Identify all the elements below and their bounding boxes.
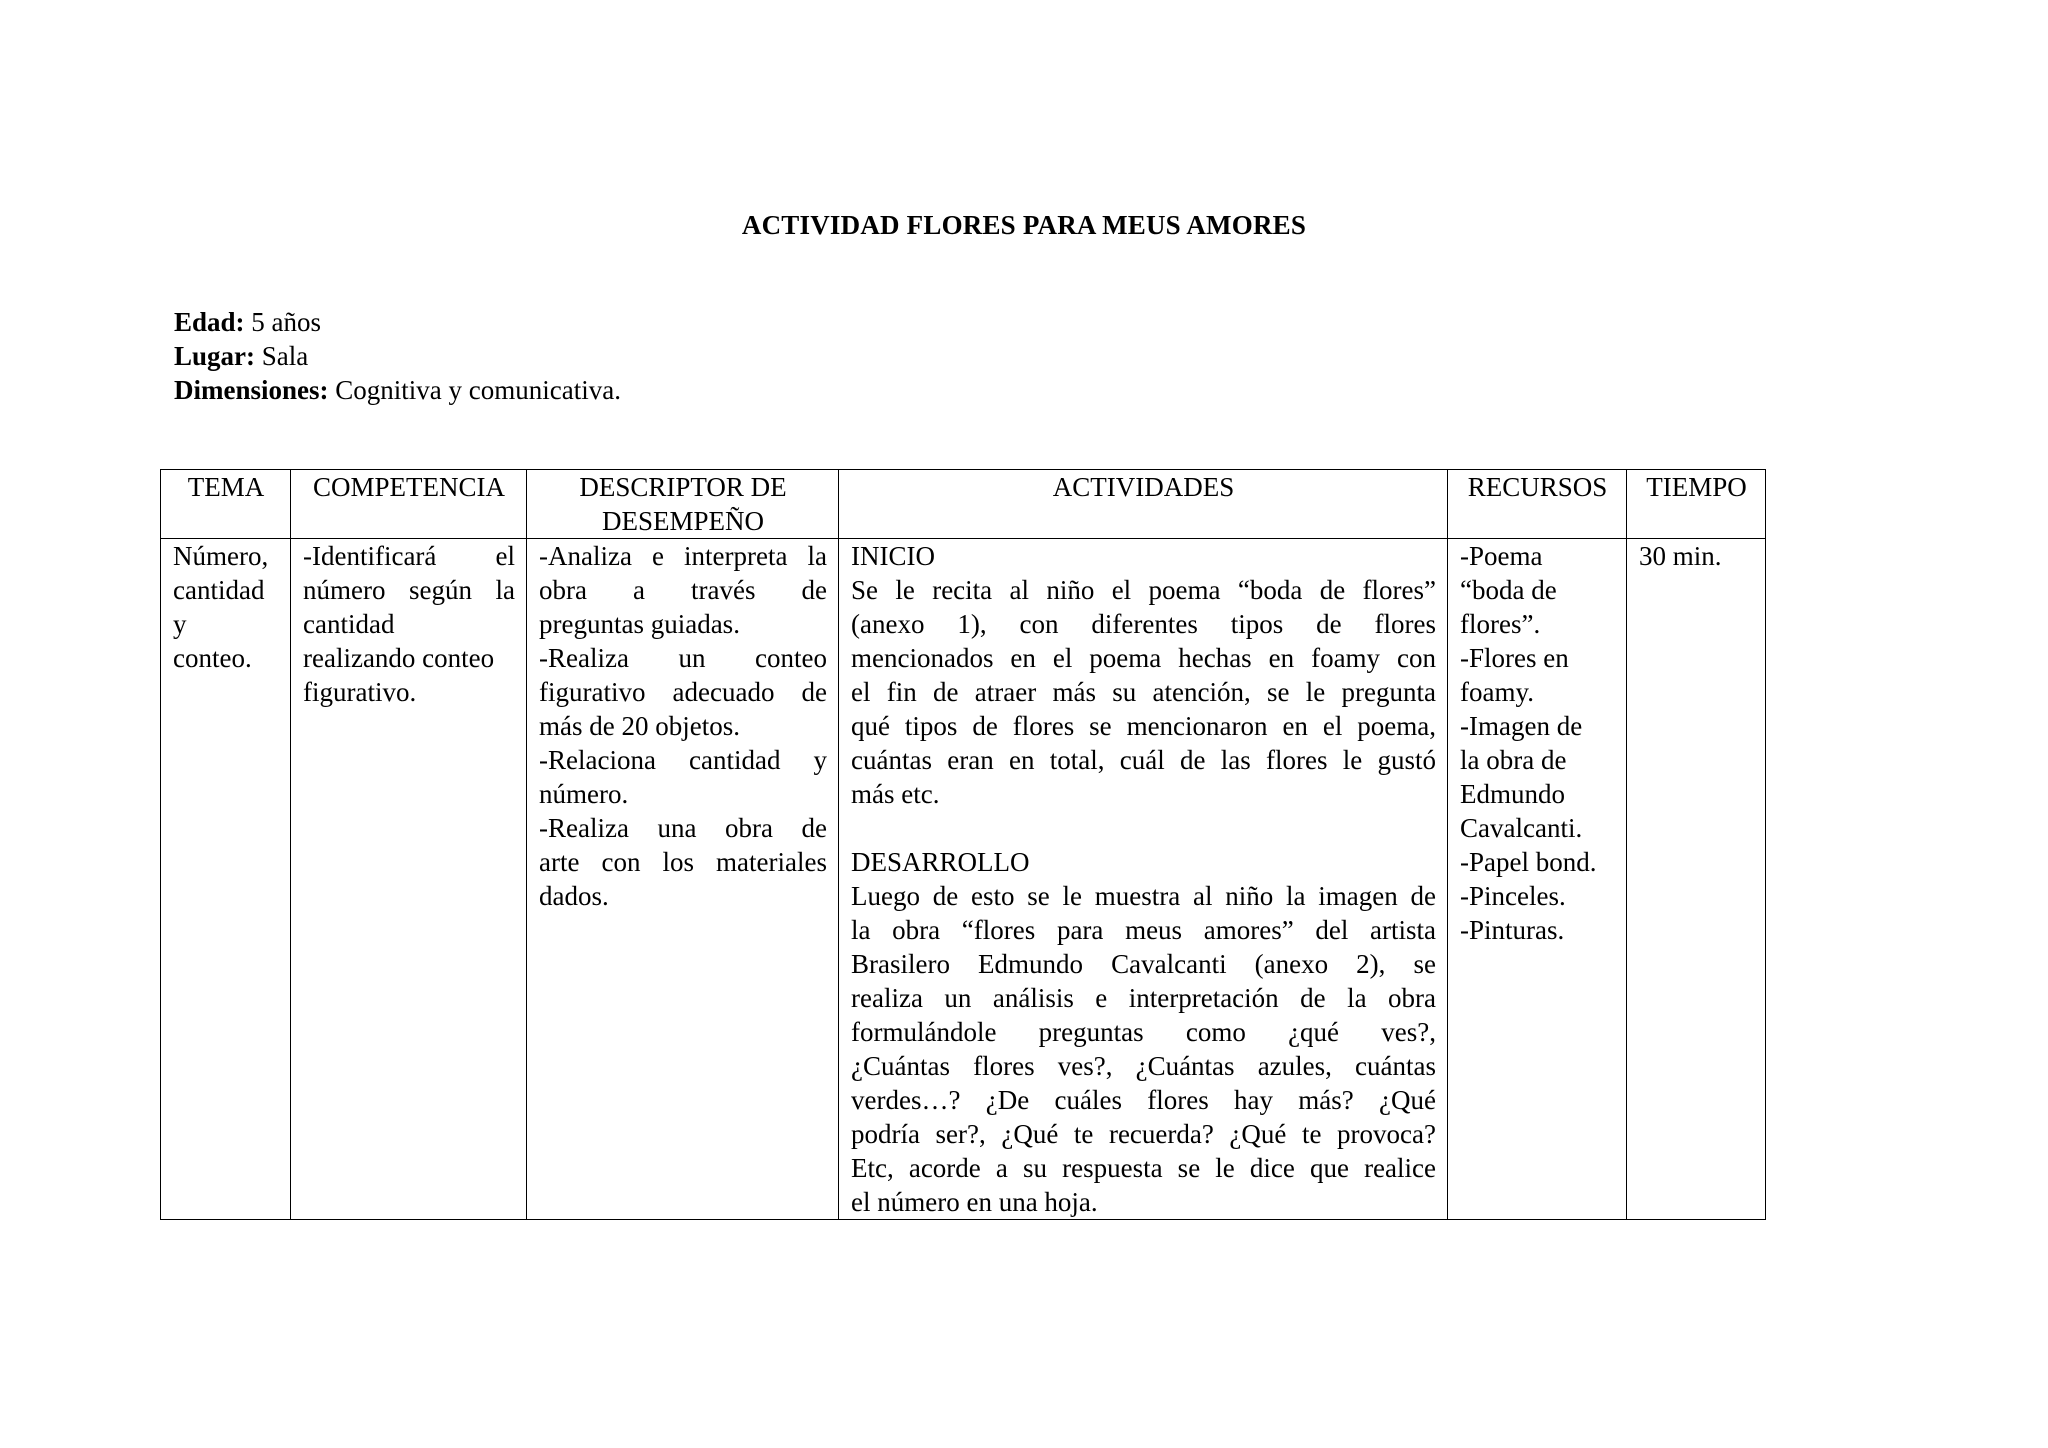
recurso-line: -Pinturas. [1460, 915, 1565, 945]
desarrollo-line: verdes…? ¿De cuáles flores hay más? ¿Qué [851, 1085, 1436, 1115]
table-header-row [161, 470, 1766, 539]
inicio-line: el fin de atraer más su atención, se le pregunta [851, 677, 1436, 707]
desarrollo-line: ¿Cuántas flores ves?, ¿Cuántas azules, cuántas [851, 1051, 1436, 1081]
recurso-line: Cavalcanti. [1460, 813, 1583, 843]
inicio-heading: INICIO [851, 541, 935, 571]
descriptor-line: -Realiza un conteo [539, 643, 827, 673]
header-tiempo: TIEMPO [1627, 470, 1766, 539]
descriptor-line: preguntas guiadas. [539, 609, 740, 639]
desarrollo-heading: DESARROLLO [851, 847, 1030, 877]
desarrollo-line: formulándole preguntas como ¿qué ves?, [851, 1017, 1436, 1047]
paragraph-gap [851, 811, 1436, 845]
edad-line [174, 305, 621, 339]
desarrollo-line: Etc, acorde a su respuesta se le dice que realice [851, 1153, 1436, 1183]
cell-tiempo: 30 min. [1627, 539, 1766, 1220]
recurso-line: -Imagen de [1460, 711, 1583, 741]
header-actividades: ACTIVIDADES [839, 470, 1448, 539]
table-row [161, 539, 1766, 1220]
cell-tema [161, 539, 291, 1220]
descriptor-line: -Analiza e interpreta la [539, 541, 827, 571]
descriptor-line: arte con los materiales [539, 847, 827, 877]
competencia-line: figurativo. [303, 677, 417, 707]
tema-line: Número, [173, 541, 269, 571]
descriptor-line: obra a través de [539, 575, 827, 605]
header-descriptor [527, 470, 839, 539]
competencia-line: cantidad [303, 609, 395, 639]
recurso-line: -Poema [1460, 541, 1543, 571]
header-descriptor-line-1: DESCRIPTOR DE [579, 472, 787, 502]
lugar-line [174, 339, 621, 373]
recurso-line: flores”. [1460, 609, 1541, 639]
descriptor-line: más de 20 objetos. [539, 711, 740, 741]
inicio-line: más etc. [851, 779, 940, 809]
header-descriptor-line-2: DESEMPEÑO [601, 506, 764, 536]
competencia-line: -Identificará el [303, 541, 515, 571]
inicio-line: (anexo 1), con diferentes tipos de flores [851, 609, 1436, 639]
tema-line: conteo. [173, 643, 252, 673]
inicio-line: mencionados en el poema hechas en foamy con [851, 643, 1436, 673]
descriptor-line: -Realiza una obra de [539, 813, 827, 843]
cell-actividades [839, 539, 1448, 1220]
lugar-value: Sala [255, 341, 309, 371]
dimensiones-line [174, 373, 621, 407]
lugar-label: Lugar: [174, 341, 255, 371]
desarrollo-line: el número en una hoja. [851, 1187, 1098, 1217]
desarrollo-line: Luego de esto se le muestra al niño la imagen de [851, 881, 1436, 911]
desarrollo-line: realiza un análisis e interpretación de la obra [851, 983, 1436, 1013]
header-competencia: COMPETENCIA [291, 470, 527, 539]
tema-line: cantidad [173, 575, 265, 605]
edad-value: 5 años [244, 307, 322, 337]
descriptor-line: número. [539, 779, 629, 809]
header-tema: TEMA [161, 470, 291, 539]
tema-line: y [173, 609, 187, 639]
descriptor-line: -Relaciona cantidad y [539, 745, 827, 775]
inicio-line: Se le recita al niño el poema “boda de flores” [851, 575, 1436, 605]
competencia-line: número según la [303, 575, 515, 605]
recurso-line: -Flores en [1460, 643, 1569, 673]
recurso-line: la obra de [1460, 745, 1567, 775]
activity-plan-table [160, 469, 1766, 1220]
competencia-line: realizando conteo [303, 643, 495, 673]
recurso-line: -Pinceles. [1460, 881, 1566, 911]
recurso-line: Edmundo [1460, 779, 1565, 809]
header-recursos: RECURSOS [1448, 470, 1627, 539]
activity-metadata [174, 305, 621, 407]
dimensiones-label: Dimensiones: [174, 375, 329, 405]
descriptor-line: figurativo adecuado de [539, 677, 827, 707]
desarrollo-line: podría ser?, ¿Qué te recuerda? ¿Qué te provoca? [851, 1119, 1436, 1149]
desarrollo-line: Brasilero Edmundo Cavalcanti (anexo 2), se [851, 949, 1436, 979]
desarrollo-line: la obra “flores para meus amores” del artista [851, 915, 1436, 945]
document-title: ACTIVIDAD FLORES PARA MEUS AMORES [741, 210, 1307, 240]
recurso-line: foamy. [1460, 677, 1534, 707]
recurso-line: -Papel bond. [1460, 847, 1597, 877]
recurso-line: “boda de [1460, 575, 1557, 605]
inicio-line: cuántas eran en total, cuál de las flores le gustó [851, 745, 1436, 775]
descriptor-line: dados. [539, 881, 609, 911]
cell-competencia [291, 539, 527, 1220]
edad-label: Edad: [174, 307, 245, 337]
dimensiones-value: Cognitiva y comunicativa. [328, 375, 621, 405]
cell-recursos [1448, 539, 1627, 1220]
inicio-line: qué tipos de flores se mencionaron en el poema, [851, 711, 1436, 741]
cell-descriptor [527, 539, 839, 1220]
